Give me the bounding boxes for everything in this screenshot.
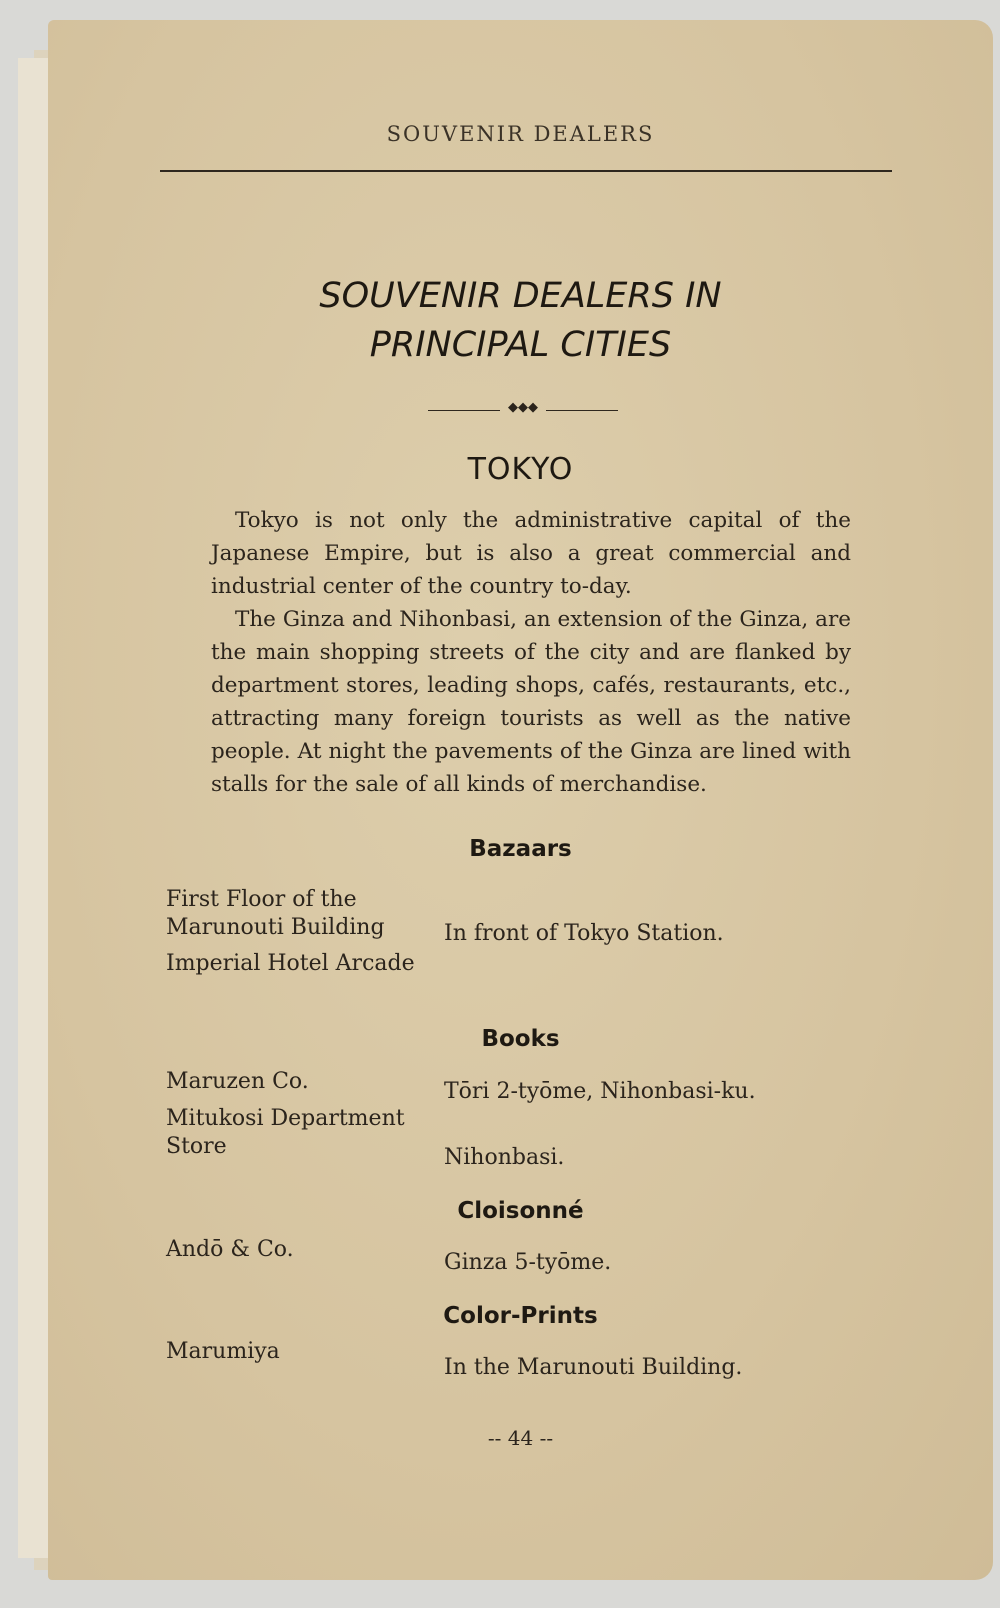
category-heading-color-prints: Color-Prints xyxy=(443,1303,598,1329)
category-heading-cloisonne: Cloisonné xyxy=(457,1198,584,1224)
page-title xyxy=(48,272,993,370)
intro-paragraph-1: Tokyo is not only the administrative capital of the Japanese Empire, but is also a great commercial and industrial center of the country to-day. xyxy=(211,508,851,599)
city-heading: TOKYO xyxy=(467,452,574,487)
dealer-name: Maruzen Co. xyxy=(166,1069,309,1094)
diamond-ornament-icon: ◆◆◆ xyxy=(508,400,538,415)
page-edge xyxy=(18,58,49,1558)
category-heading-books: Books xyxy=(481,1026,560,1052)
ornament-rule-left xyxy=(428,410,500,411)
title-line-1: SOUVENIR DEALERS IN xyxy=(319,276,722,316)
ornament-rule-right xyxy=(546,410,618,411)
running-head: SOUVENIR DEALERS xyxy=(386,122,655,146)
dealer-name: Mitukosi Department Store xyxy=(166,1106,405,1159)
category-heading-bazaars: Bazaars xyxy=(469,836,572,862)
dealer-location: Nihonbasi. xyxy=(444,1145,565,1170)
dealer-name: Imperial Hotel Arcade xyxy=(166,951,415,976)
book-page xyxy=(48,20,993,1580)
dealer-name: Marumiya xyxy=(166,1339,280,1364)
dealer-name: First Floor of the Marunouti Building xyxy=(166,887,385,940)
dealer-location: Tōri 2-tyōme, Nihonbasi-ku. xyxy=(444,1079,756,1104)
page-number: -- 44 -- xyxy=(487,1426,554,1450)
dealer-location: In front of Tokyo Station. xyxy=(444,921,724,946)
dealer-location: Ginza 5-tyōme. xyxy=(444,1250,612,1275)
dealer-location: In the Marunouti Building. xyxy=(444,1355,743,1380)
header-rule xyxy=(160,170,892,172)
title-ornament xyxy=(428,400,618,418)
dealer-name: Andō & Co. xyxy=(166,1237,294,1262)
intro-paragraph-2: The Ginza and Nihonbasi, an extension of the Ginza, are the main shopping streets of the city and are flanked by department stores, leading shops, cafés, restaurants, etc., attracting many foreign tourists as well as the native people. At night the pavements of the Ginza are lined with stalls for the sale of all kinds of merchandise. xyxy=(211,607,851,797)
intro-text xyxy=(211,504,851,801)
title-line-2: PRINCIPAL CITIES xyxy=(369,325,672,365)
